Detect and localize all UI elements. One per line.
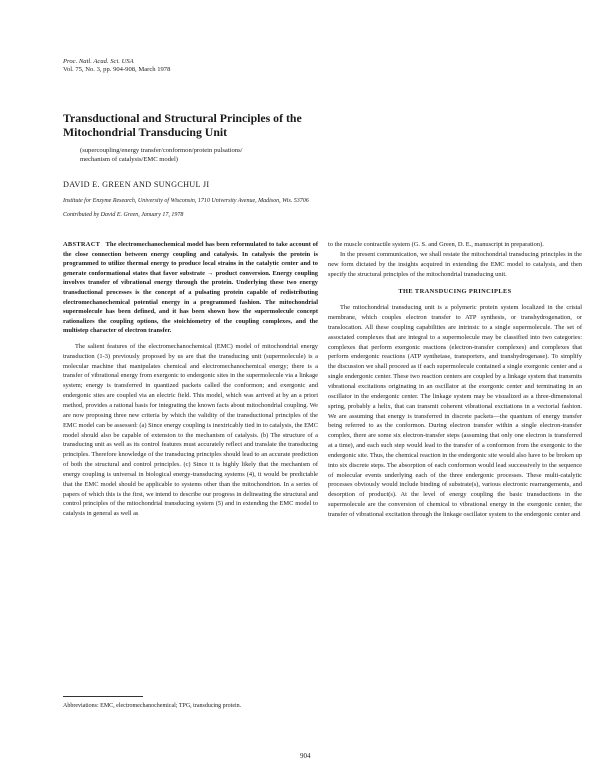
contributed-line: Contributed by David E. Green, January 17, 1978: [63, 212, 184, 218]
keywords: [80, 147, 380, 164]
right-paragraph-3: The mitochondrial transducing unit is a polymeric protein system localized in the cristal membrane, which couples electron transfer to ATP synthesis, or transhydrogenation, or translocation. All these coupling capabilities are intrinsic to a single supermolecule. The set of associated complexes that are integral to a supermolecule may be classified into two categories: complexes that perform exergonic reactions (electron-transfer complexes) and complexes that perform endergonic reactions (ATP synthetase, transporters, and transhydrogenase). To simplify the discussion we shall proceed as if each supermolecule contained a single exergonic center and a single endergonic center. These two reaction centers are coupled by a linkage system that transmits vibrational excitations originating in an oscillator at the exergonic center and terminating in an oscillator in the endergonic center. The linkage system may be visualized as a three-dimensional spring, probably a helix, that can transmit coherent vibrational excitations in a vectorial fashion. We are assuming that energy is transferred in discrete packets—the quantum of energy transfer being referred to as the conformon. During electron transfer within a single electron-transfer complex, there are some six electron-transfer steps (assuming that only one electron is transferred at a time), and each such step would lead to the transfer of a conformon from the exergonic to the endergonic site. Thus, the chemical reaction in the endergonic site would also have to be broken up into six discrete steps. The absorption of each conformon would lead successively to the sequence of molecular events underlying each of the three endergonic processes. These multi-catalytic processes obviously would include binding of substrate(s), various electronic rearrangements, and desorption of product(s). At the level of energy coupling the basic transductions in the supermolecule are the conversion of chemical to vibrational energy in the exergonic center, the transfer of vibrational excitation through the linkage oscillator system to the endergonic center and: [328, 304, 582, 518]
affiliation: Institute for Enzyme Research, University of Wisconsin, 1710 University Avenue, Madison, Wis. 53706: [63, 198, 309, 204]
right-column: [328, 240, 582, 520]
article-title: Transductional and Structural Principles of the Mitochondrial Transducing Unit: [63, 111, 302, 139]
abstract: [63, 240, 318, 336]
journal-volume: Vol. 75, No. 3, pp. 904-908, March 1978: [63, 66, 171, 73]
authors: DAVID E. GREEN AND SUNGCHUL JI: [63, 180, 210, 189]
page-number: 904: [300, 752, 311, 760]
abstract-text: The electromechanochemical model has been reformulated to take account of the close connection between energy coupling and catalysis. In catalysis the protein is programmed to utilize thermal energy to produce local strains in the catalytic center and to generate conformational states that favor substrate → product conversion. Energy coupling involves transfer of vibrational energy through the protein. Underlying these two energy transductional processes is the concept of a pulsating protein capable of redistributing electromechanochemical potential energy in a programmed fashion. The mitochondrial supermolecule has been defined, and it has been shown how the supermolecule concept rationalizes the coupling options, the stoichiometry of the coupling complexes, and the multistep character of electron transfer.: [63, 241, 318, 335]
footnote: Abbreviations: EMC, electromechanochemical; TPG, transducing protein.: [63, 703, 242, 709]
footnote-rule: [63, 696, 143, 697]
left-column: [63, 240, 318, 519]
intro-paragraph: The salient features of the electromechanochemical (EMC) model of mitochondrial energy transduction (1-3) previously proposed by us are that the transducing unit (supermolecule) is a molecular machine that manipulates chemical and electromechanochemical energy; there is a transfer of vibrational energy from exergonic to endergonic sites in the supermolecule via a linkage system; energy is transferred in quantized packets called the conformon; and exergonic and endergonic sites are coupled via an electric field. This model, which was arrived at by an a priori method, provides a rational basis for integrating the known facts about mitochondrial coupling. We are now proposing three new criteria by which the validity of the transductional principles of the EMC model can be assessed: (a) Since energy coupling is inextricably tied in to catalysis, the EMC model should also be capable of extension to the mechanism of catalysis. (b) The structure of a transducing unit as well as its control features must accurately reflect and translate the transducing principles. Therefore knowledge of the transducing principles should lead to an accurate prediction of both the structural and control principles. (c) Since it is highly likely that the mechanism of energy coupling is universal in biological energy-transducing systems (4), it would be predictable that the EMC model should be applicable to systems other than the mitochondrion. In a series of papers of which this is the first, we intend to describe our progress in delineating the structural and control principles of the mitochondrial transducing system (5) and in extending the EMC model to catalysis in general as well as: [63, 342, 318, 518]
right-paragraph-1: to the muscle contractile system (G. S. and Green, D. E., manuscript in preparation).: [328, 241, 544, 248]
section-heading: THE TRANSDUCING PRINCIPLES: [398, 288, 512, 296]
keywords-line-2: mechanism of catalysis/EMC model): [80, 155, 178, 163]
journal-header: [63, 58, 170, 74]
keywords-line-1: (supercoupling/energy transfer/conformon/protein pulsations/: [80, 147, 243, 154]
journal-name: Proc. Natl. Acad. Sci. USA: [63, 58, 134, 65]
right-paragraph-2: In the present communication, we shall restate the mitochondrial transducing principles in the new form dictated by the insights acquired in extending the EMC model to catalysis, and then specify the structural principles of the mitochondrial transducing unit.: [328, 250, 582, 278]
abstract-label: ABSTRACT: [63, 241, 101, 248]
